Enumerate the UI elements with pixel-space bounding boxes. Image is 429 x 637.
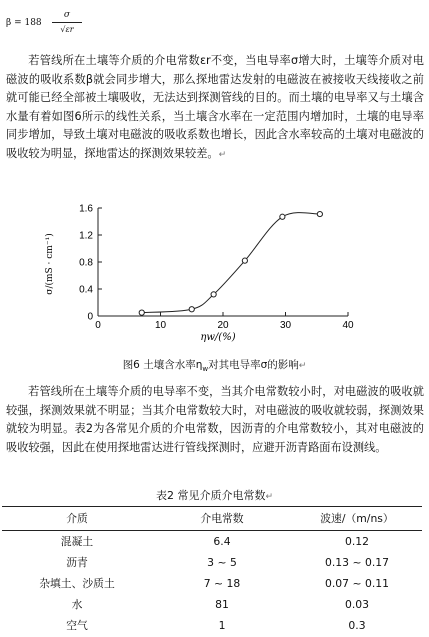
- cell-permittivity: 6.4: [213, 535, 231, 548]
- cell-medium: 空气: [66, 619, 88, 632]
- x-axis-label: ηw/(%): [200, 332, 236, 343]
- table-row: [2, 573, 422, 594]
- cell-velocity: 0.12: [344, 535, 370, 548]
- y-tick-label: 1.2: [79, 230, 93, 242]
- figure-6: [40, 196, 370, 350]
- data-point: [211, 292, 216, 297]
- y-tick-label: 0: [87, 311, 93, 323]
- cell-permittivity: 1: [218, 619, 226, 632]
- paragraph-mark: ↵: [218, 149, 227, 160]
- cell-permittivity: 3 ~ 5: [207, 556, 237, 569]
- caption-mark: ↵: [298, 361, 307, 371]
- caption-prefix: 图6 土壤含水率η: [122, 359, 203, 371]
- cell-velocity: 0.13 ~ 0.17: [325, 556, 389, 569]
- data-point: [317, 211, 322, 216]
- cell-velocity: 0.03: [344, 598, 370, 611]
- permittivity-table: [2, 506, 422, 636]
- caption-subscript: w: [202, 365, 209, 374]
- conductivity-chart: [40, 196, 370, 346]
- cell-permittivity: 7 ~ 18: [203, 577, 241, 590]
- x-tick-label: 10: [154, 320, 167, 331]
- table-row: [2, 531, 422, 553]
- formula-lhs: β = 188: [6, 18, 42, 28]
- formula-fraction: [52, 10, 82, 35]
- table-title-mark: ↵: [265, 492, 274, 502]
- paragraph1-text: 若管线所在土壤等介质的介电常数εr不变，当电导率σ增大时，土壤等介质对电磁波的吸收系数β就会同步增大，那么探地雷达发射的电磁波在被接收天线接收之前就可能已经全部被土壤吸收，无法达到探测管线的目的。而土壤的电导率又与土壤含水量有着如图6所示的线性关系，当土壤含水率在一定范围内增加时，土壤的电导率同步增加，导致土壤对电磁波的吸收系数也增长，因此含水率较高的土壤对电磁波的吸收较为明显，探地雷达的探测效果较差。: [6, 54, 424, 160]
- y-tick-label: 0.4: [79, 284, 93, 296]
- table-row: [2, 552, 422, 573]
- cell-medium: 杂填土、沙质土: [39, 577, 115, 590]
- cell-medium: 水: [71, 598, 83, 611]
- caption-suffix: 对其电导率σ的影响: [208, 359, 299, 371]
- data-point: [189, 307, 194, 312]
- paragraph2-text: 若管线所在土壤等介质的电导率不变，当其介电常数较小时，对电磁波的吸收就较强，探测效果就不明显；当其介电常数较大时，对电磁波的吸收就较弱，探测效果就较为明显。表2为各常见介质的介电常数，因沥青的介电常数较小，其对电磁波的吸收较强，因此在使用探地雷达进行管线探测时，应避开沥青路面布设测线。: [6, 385, 424, 454]
- data-point: [139, 310, 144, 315]
- paragraph-permittivity: [6, 383, 424, 457]
- table-row: [2, 615, 422, 636]
- x-tick-label: 20: [217, 320, 229, 331]
- y-tick-label: 1.6: [79, 203, 93, 215]
- x-tick-label: 30: [279, 320, 292, 331]
- formula-denominator: √εr: [60, 25, 74, 34]
- header-medium: 介质: [66, 512, 88, 525]
- table-title: [0, 487, 429, 503]
- cell-velocity: 0.3: [348, 619, 366, 632]
- data-point: [242, 258, 247, 263]
- x-tick-label: 0: [95, 320, 101, 331]
- table-row: [2, 594, 422, 615]
- paragraph-conductivity: [6, 52, 424, 165]
- y-axis-label: σ/(mS · cm⁻¹): [45, 233, 55, 295]
- y-tick-label: 0.8: [79, 257, 93, 269]
- fraction-bar: [52, 22, 82, 23]
- x-tick-label: 40: [342, 320, 354, 331]
- cell-permittivity: 81: [215, 598, 229, 611]
- cell-medium: 混凝土: [60, 535, 94, 548]
- header-velocity: 波速/（m/ns）: [320, 512, 394, 525]
- figure-caption: [0, 357, 429, 373]
- table-title-text: 表2 常见介质介电常数: [155, 489, 266, 502]
- series-line: [142, 213, 320, 313]
- formula-numerator: σ: [63, 10, 71, 20]
- header-permittivity: 介电常数: [200, 512, 244, 525]
- data-point: [280, 214, 285, 219]
- table-header-row: [2, 507, 422, 531]
- cell-medium: 沥青: [66, 556, 88, 569]
- cell-velocity: 0.07 ~ 0.11: [325, 577, 389, 590]
